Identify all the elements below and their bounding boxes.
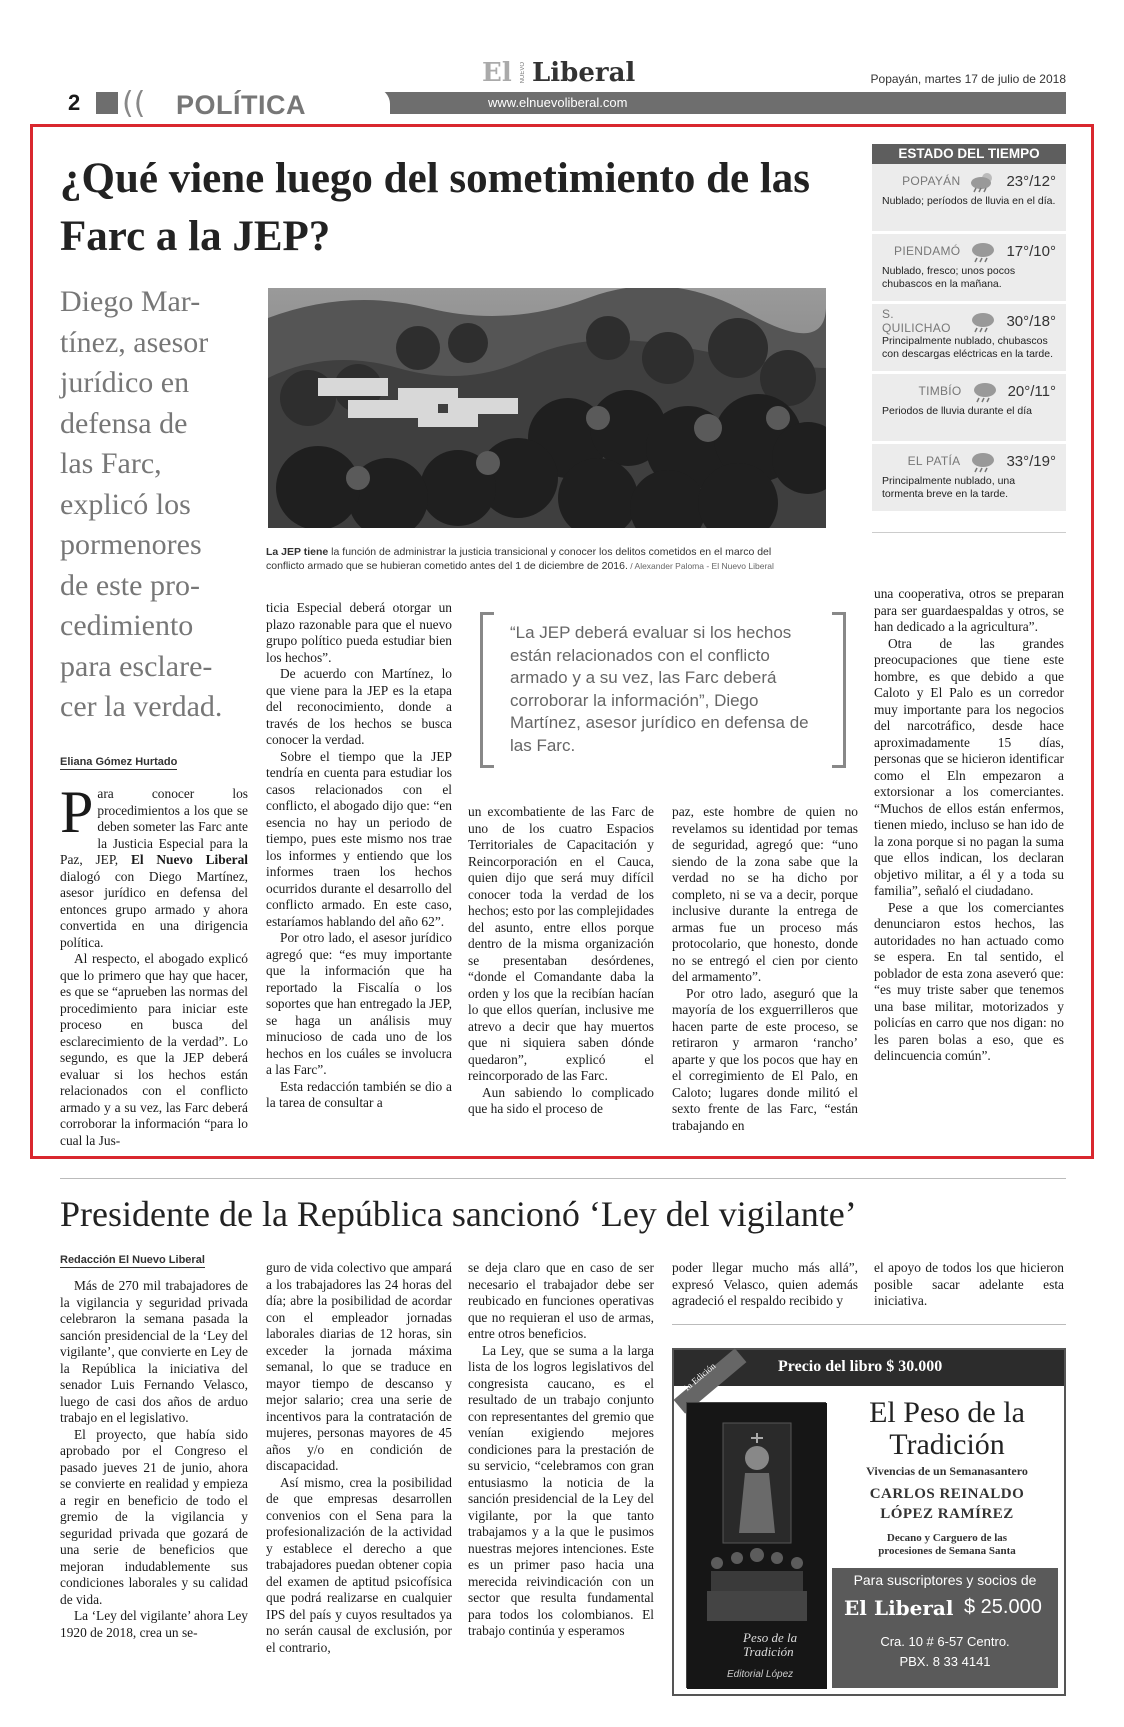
paragraph: poder llegar mucho más allá”, expresó Velasco, quien además agradeció el respaldo recibido y: [672, 1260, 858, 1308]
section-ornament-icon: ((: [122, 86, 146, 121]
quote-bracket-left: [480, 612, 494, 768]
paragraph: Por otro lado, el asesor jurídico agregó que: “es muy importante que la información que ha reportado la Fiscalía o los soportes que han entregado la JEP, se haga un análisis muy minucioso de cada uno de los hechos en los cuáles se involucra a las Farc”.: [266, 930, 452, 1077]
book-advertisement[interactable]: [672, 1348, 1066, 1696]
dropcap: P: [60, 779, 94, 845]
article-column-5: [874, 586, 1064, 1065]
cloud-rain-icon: [968, 241, 998, 261]
paragraph: Sobre el tiempo que la JEP tendría en cuenta para estudiar los casos relacionados con el conflicto, el abogado dijo que: “en esencia no hay un periodo de tiempo, pues este mismo nos trae los informes y entiendo que los informes traen los hechos ocurridos durante el desarrollo del conflicto armado. En este caso, estaríamos hablando del año 62”.: [266, 748, 452, 929]
paragraph: ara conocer los procedimientos a los que se deben someter las Farc ante la Justicia Especial para la Paz, JEP,: [60, 786, 248, 867]
ad-author-line1: CARLOS REINALDO: [869, 1486, 1025, 1502]
logo-el: El: [482, 58, 512, 88]
ad-book-title-line1: El Peso de la: [869, 1396, 1025, 1429]
paragraph: ticia Especial deberá otorgar un plazo razonable para que el nuevo grupo político pueda estudiar bien los hechos”.: [266, 600, 452, 665]
forest-camp-photo: [268, 288, 826, 528]
article-column-1: [60, 779, 248, 1149]
photo-caption: [266, 545, 806, 573]
issue-date: Popayán, martes 17 de julio de 2018: [870, 72, 1066, 86]
subtitle-line: defensa de: [60, 406, 188, 440]
article-column-4: [672, 804, 858, 1134]
weather-row-timbio: [872, 374, 1066, 444]
weather-temp: 33°/19°: [1006, 452, 1056, 470]
article2-column-5: [874, 1260, 1064, 1310]
weather-temp: 23°/12°: [1006, 172, 1056, 190]
weather-desc: Periodos de lluvia durante el día: [882, 405, 1033, 417]
pull-quote: [480, 612, 846, 772]
paragraph: guro de vida colectivo que ampará a los trabajadores las 24 horas del día; abre la posibilidad de acordar con el empleador jornadas laborales diarias de 12 horas, sin exceder la jornada máxima semanal, lo que se traduce en mayor tiempo de descanso y mejor salario; crea una serie de incentivos para la contratación de mujeres, personas mayores de 45 años y/o en condición de discapacidad.: [266, 1260, 452, 1473]
paragraph: De acuerdo con Martínez, lo que viene para la JEP es la etapa del reconocimiento, donde a través de los hechos se busca conocer la verdad.: [266, 666, 452, 747]
photo-caption-bold: La JEP tiene: [266, 546, 329, 558]
subtitle-line: Diego Mar-: [60, 285, 201, 318]
quote-bracket-right: [832, 612, 846, 768]
paragraph: el apoyo de todos los que hicieron posible sacar adelante esta iniciativa.: [874, 1260, 1064, 1308]
weather-city: EL PATÍA: [907, 454, 961, 468]
weather-desc: Principalmente nublado, chubascos con descargas eléctricas en la tarde.: [882, 335, 1054, 360]
paragraph: un excombatiente de las Farc de uno de los cuatro Espacios Territoriales de Capacitación y Reincorporación en el Cauca, quien dijo que será muy difícil conocer toda la verdad de los hechos; esto por las complejidades del asunto, entre ellos porque dentro de la misma organización se presentaban desórdenes, “donde el Comandante daba la orden y los que la recibían hacían lo que ellos querían, inclusive me atrevo a decir que hay muertos que ni siquiera saben dónde quedaron”, explicó el reincorporado de las Farc.: [468, 804, 654, 1083]
weather-widget: [872, 144, 1066, 516]
weather-title: ESTADO DEL TIEMPO: [872, 144, 1066, 164]
masthead-logo: [482, 58, 682, 90]
article2-column-4: [672, 1260, 858, 1310]
ad-logo-el: El: [844, 1596, 867, 1620]
subtitle-line: pormenores: [60, 528, 202, 561]
paragraph: Esta redacción también se dio a la tarea de consultar a: [266, 1078, 452, 1110]
ad-author-role: Decano y Carguero de las procesiones de Semana Santa: [878, 1532, 1016, 1557]
article2-rule: [672, 1324, 1066, 1325]
cloud-rain-icon: [970, 381, 1000, 401]
ad-logo-liberal: Liberal: [874, 1596, 954, 1620]
article2-column-3: [468, 1260, 654, 1640]
article2-author: Redacción El Nuevo Liberal: [60, 1254, 205, 1266]
weather-temp: 30°/18°: [1006, 312, 1056, 330]
paragraph: una cooperativa, otros se preparan para ser guardaespaldas y otros, se han dedicado a la agricultura”.: [874, 586, 1064, 634]
page-header: [60, 58, 1066, 122]
weather-row-piendamo: [872, 234, 1066, 304]
newspaper-name: El Nuevo Liberal: [130, 852, 248, 867]
ad-member-price: $ 25.000: [964, 1596, 1042, 1618]
subtitle-line: cedimiento: [60, 609, 194, 642]
section-title: POLÍTICA: [176, 90, 306, 120]
subtitle-line: cer la verdad.: [60, 690, 223, 723]
paragraph: Así mismo, crea la posibilidad de que empresas desarrollen convenios con el Sena para la profesionalización de la actividad y establece el derecho a que trabajadores puedan obtener copia del examen de aptitud psicofísica que podrá realizarse en cualquier IPS del país y cuyos resultados ya no serán causal de exclusión, por el contrario,: [266, 1474, 452, 1655]
weather-row-squilichao: [872, 304, 1066, 374]
ad-book-subtitle: Vivencias de un Semanasantero: [866, 1464, 1028, 1478]
paragraph: Por otro lado, aseguró que la mayoría de los exguerrilleros que hacen parte de este proceso, se retiraron y armaron ‘rancho’ aparte y que los pocos que hay en el corregimiento de El Palo, en Caloto; lugares donde militó el sexto frente de las Farc, “están trabajando en: [672, 985, 858, 1133]
paragraph: La Ley, que se suma a la larga lista de los logros legislativos del congresista caucano, es el resultado de un trabajo conjunto con representantes del gremio que venían exigiendo mejores condiciones para la prestación de su servicio, “celebramos con gran entusiasmo la noticia de la sanción presidencial de la Ley del vigilante, por la que tanto trabajamos y a la que le pusimos nuestras mejores intenciones. Este es un primer paso hacia una merecida reivindicación con un sector que resulta fundamental para todos los colombianos. El trabajo continúa y esperamos: [468, 1342, 654, 1638]
subtitle-line: explicó los: [60, 487, 191, 521]
quote-text: “La JEP deberá evaluar si los hechos están relacionados con el conflicto armado y a su vez, las Farc deberá corroborar la información”, Diego Martínez, asesor jurídico en defensa de las Farc.: [510, 623, 809, 755]
paragraph: Otra de las grandes preocupaciones que tiene este hombre, es que debido a que Caloto y El Palo es un corredor muy importante para los negocios del narcotráfico, desde hace aproximadamente 15 días, personas que se hicieron identificar como el Eln empezaron a extorsionar a los comerciantes. “Muchos de ellos están enfermos, tienen miedo, incluso se han ido de la zona porque si no pagan la suma que ellos indican, los declaran objetivo militar, a él y a toda su familia”, señaló el ciudadano.: [874, 635, 1064, 898]
logo-liberal: Liberal: [532, 58, 636, 88]
article-title: ¿Qué viene luego del sometimiento de las Farc a la JEP?: [60, 155, 811, 260]
paragraph: Pese a que los comerciantes denunciaron estos hechos, las autoridades no han actuado como se espera. En tal sentido, el poblador de esta zona aseveró que: “es muy triste saber que tenemos una base militar, motorizados y policías en carro que nos digan: no les paren bolas a eso, que es delincuencia común”.: [874, 899, 1064, 1063]
paragraph: El proyecto, que había sido aprobado por el Congreso el pasado jueves 21 de junio, ahora se convierte en realidad y empieza a regir en beneficio de todo el gremio de la vigilancia y seguridad privada que gozará de una serie de beneficios que mejoran indudablemente sus condiciones laborales y su calidad de vida.: [60, 1426, 248, 1607]
subtitle-line: tínez, asesor: [60, 325, 209, 359]
weather-city: POPAYÁN: [902, 174, 961, 188]
site-url[interactable]: www.elnuevoliberal.com: [488, 95, 628, 110]
article-column-2: [266, 600, 452, 1112]
article-column-3: [468, 804, 654, 1118]
ad-logo: [844, 1596, 964, 1622]
weather-desc: Nublado; períodos de lluvia en el día.: [882, 195, 1056, 207]
weather-row-elpatia: [872, 444, 1066, 514]
article-subtitle: [60, 282, 260, 728]
ad-subscribers-text: Para suscriptores y socios de: [853, 1572, 1037, 1588]
ad-book-title-line2: Tradición: [889, 1428, 1005, 1461]
article-photo: [268, 288, 826, 528]
paragraph: Más de 270 mil trabajadores de la vigilancia y seguridad privada celebraron la semana pasada la sanción presidencial de la ‘Ley del vigilante’, que convierte en Ley de la República la iniciativa del senador Luis Fernando Velasco, luego de casi dos años de arduo trabajo en el legislativo.: [60, 1278, 248, 1425]
article2-title: Presidente de la República sancionó ‘Ley del vigilante’: [60, 1194, 857, 1234]
weather-desc: Principalmente nublado, una tormenta breve en la tarde.: [882, 475, 1016, 500]
book-cover-title: Peso de la Tradición: [743, 1630, 798, 1659]
article2-top-rule: [60, 1178, 1066, 1179]
subtitle-line: de este pro-: [60, 568, 200, 602]
article2-column-2: [266, 1260, 452, 1656]
photo-credit: / Alexander Paloma - El Nuevo Liberal: [627, 561, 774, 571]
subtitle-line: las Farc,: [60, 447, 162, 480]
cloud-rain-icon: [968, 311, 998, 331]
book-cover: [686, 1402, 826, 1688]
page-number-text: 2: [68, 90, 81, 115]
weather-temp: 20°/11°: [1007, 382, 1056, 400]
ad-edition: 1a Edición: [681, 1360, 718, 1394]
sun-cloud-rain-icon: [968, 171, 998, 191]
paragraph: Aun sabiendo lo complicado que ha sido el proceso de: [468, 1084, 654, 1116]
photo-caption-text: la función de administrar la justicia transicional y conocer los delitos cometidos en el marco del conflicto armado que se hubieran cometido antes del 1 de diciembre de 2016.: [266, 546, 772, 572]
article2-column-1: [60, 1278, 248, 1641]
ad-price: Precio del libro $ 30.000: [778, 1358, 943, 1375]
subtitle-line: para esclare-: [60, 649, 213, 683]
weather-city: S. QUILICHAO: [882, 307, 951, 335]
ad-author-line2: LÓPEZ RAMÍREZ: [880, 1506, 1014, 1522]
weather-desc: Nublado, fresco; unos pocos chubascos en la mañana.: [882, 265, 1016, 290]
weather-city: PIENDAMÓ: [894, 244, 961, 258]
paragraph: se deja claro que en caso de ser necesario el trabajador debe ser reubicado en funciones operativas que no requieran el uso de armas, entre otros beneficios.: [468, 1260, 654, 1341]
cloud-rain-icon: [968, 451, 998, 471]
paragraph: Al respecto, el abogado explicó que lo primero que hay que hacer, es que se “aprueben las normas del procedimiento para iniciar este proceso en busca del esclarecimiento de la verdad”. Lo segundo, es que la JEP deberá evaluar si los hechos están relacionados con el conflicto armado y a su vez, las Farc deberá corroborar la información “para lo cual la Jus-: [60, 951, 248, 1148]
paragraph: La ‘Ley del vigilante’ ahora Ley 1920 de 2018, crea un se-: [60, 1608, 248, 1640]
weather-row-popayan: [872, 164, 1066, 234]
paragraph: dialogó con Diego Martínez, asesor jurídico en defensa del entonces grupo armado y ahora convertida en una dirigencia política.: [60, 868, 248, 950]
ad-phone: PBX. 8 33 4141: [899, 1654, 991, 1669]
ad-address: Cra. 10 # 6-57 Centro.: [880, 1634, 1010, 1649]
weather-rule: [872, 532, 1066, 533]
article-author: Eliana Gómez Hurtado: [60, 756, 178, 768]
weather-city: TIMBÍO: [918, 384, 962, 398]
subtitle-line: jurídico en: [60, 366, 190, 399]
weather-temp: 17°/10°: [1006, 242, 1056, 260]
paragraph: paz, este hombre de quien no revelamos su identidad por temas de seguridad, agregó que: “uno siendo de la zona sabe que la verdad no se ha dicho por completo, ni se va a decir, porque inclusive durante la entrega de armas fue un proceso más protocolario, que honesto, donde no se entregó el cien por ciento del armamento”.: [672, 804, 858, 984]
book-publisher: Editorial López: [727, 1669, 794, 1680]
logo-nuevo: NUEVO: [520, 62, 526, 84]
